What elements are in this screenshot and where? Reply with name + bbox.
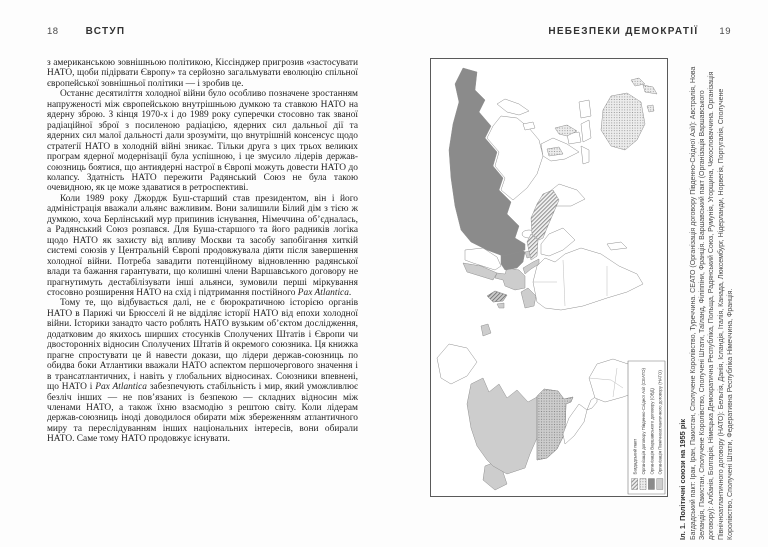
paragraph: з американською зовнішньою політикою, Кіссінджер пригрозив «застосувати НАТО, щоби підірвати Європу» та серйозно загальмувати еволюцію спільної європейської зовнішньої політики — і зробив це. (47, 58, 358, 89)
legend-swatch (657, 479, 663, 490)
page-number-left: 18 (47, 26, 59, 37)
legend-label: Організація договору Південно-Східної Азії (СЕАТО) (640, 368, 646, 475)
legend-label: Організація Варшавського договору (ОВД) (649, 388, 655, 475)
land-indonesia-east (581, 120, 591, 142)
running-head-right (548, 26, 731, 37)
paragraph: Коли 1989 року Джордж Буш-старший став президентом, він і його адміністрація вважали альянс важливим. Вони залишили Білий дім з тією ж думкою, хоча Берлінський мур припинив існування, Німеччина об’єдналась, а Радянський Союз розпався. Для Буша-старшого та його радників логіка щодо НАТО як захисту від впливу Москви та засобу запобігання хиткій системі союзів у Центральній Європі продовжувала діяти після завершення холодної війни. Потреба завадити потенційному відновленню радянської влади та бажання гарантувати, що колишні члени Варшавського договору не прагнутимуть дестабілізувати інші альянси, зумовили перші міркування стосовно розширення НАТО на схід і підтримання постійного Pax Atlantica. (47, 193, 358, 298)
figure-caption-body: Багдадський пакт: Ірак, Іран, Пакистан, Сполучене Королівство, Туреччина. СЕАТО (Організація договору Південно-Східної Азії): Австралія, Нова Зеландія, Пакистан, Сполучене Королівство, Сполучені Штати, Таїланд, Філіппіни, Франція. Варшавський пакт (Організація Варшавського договору): Албанія, Болгарія, Німецька Демократична Республіка, Польща, Радянський Союз, Румунія, Угорщина, Чехословаччина. Організація Північноатлантичного договору (НАТО): Бельгія, Данія, Ісландія, Італія, Канада, Люксембург, Нідерланди, Норвегія, Португалія, Сполучене Королівство, Сполучені Штати, Федеративна Республіка Німеччина, Франція. (690, 66, 734, 540)
paragraph: Останнє десятиліття холодної війни було особливо позначене зростанням напруженості між європейською внутрішньою думкою та ставкою НАТО на ядерну зброю. З кінця 1970-х і до 1989 року суперечки стосовно так званої радіаційної зброї з посиленою радіацією, ядерних сил дальньої дії та ядерних сил малої дальності дали зрозуміти, що внутрішній консенсус щодо стратегії НАТО в холодній війні зникає. Тільки друга з цих трьох великих програм ядерної модернізації була успішною, і це змусило лідерів держав-союзниць боятися, що антиядерні настрої в Європі можуть довести НАТО до колапсу. Здатність НАТО пережити Радянський Союз не була такою очевидною, як це може здаватися в ретроспективі. (47, 89, 358, 194)
page-right (384, 0, 768, 547)
running-head-left (47, 26, 125, 37)
body-text-column (47, 58, 358, 445)
legend-label: Багдадський пакт (632, 438, 638, 475)
figure-caption-title: Іл. 1. Політичні союзи на 1955 рік (678, 418, 687, 540)
land-new-guinea (579, 100, 591, 118)
running-title-left: ВСТУП (85, 26, 126, 37)
running-title-right: НЕБЕЗПЕКИ ДЕМОКРАТІЇ (548, 26, 699, 37)
world-map-group (431, 59, 667, 496)
legend-swatch (640, 479, 646, 490)
paragraph: Тому те, що відбувається далі, не є бюрократичною історією органів НАТО в Парижі чи Брюсселі й не відділяє історії НАТО від епохи холодної війни. Історики занадто часто роблять НАТО вузьким об’єктом дослідження, додатковим до якихось ширших стосунків Сполучених Штатів і Європи чи двосторонніх відносин Сполучених Штатів й окремого союзника. Ця книжка прагне спростувати це й навести докази, що лідери держав-союзниць по обидва боки Атлантики вважали НАТО аспектом першочергового значення і в трансатлантичних, і навіть у глобальних відносинах. Союзники впевнені, що НАТО і Pax Atlantica забезпечують стабільність і мир, який уможливлює безліч інших — не пов’язаних із безпекою — складних відносин між членами НАТО, а також їхню взаємодію з рештою світу. Коли лідерам держав-союзниць іноді доводилося обирати між збереженням атлантичного миру та переслідуванням інших національних інтересів, вони обирали НАТО. Саме тому НАТО продовжує існувати. (47, 298, 358, 445)
legend-swatch (648, 479, 654, 490)
figure-political-map (430, 58, 668, 497)
world-map-rotated (431, 59, 667, 496)
legend-label: Організація Північноатлантичного договору (НАТО) (657, 370, 663, 475)
map-legend (628, 361, 665, 494)
page-number-right: 19 (719, 26, 731, 37)
legend-swatch (632, 479, 638, 490)
figure-caption (678, 58, 740, 540)
